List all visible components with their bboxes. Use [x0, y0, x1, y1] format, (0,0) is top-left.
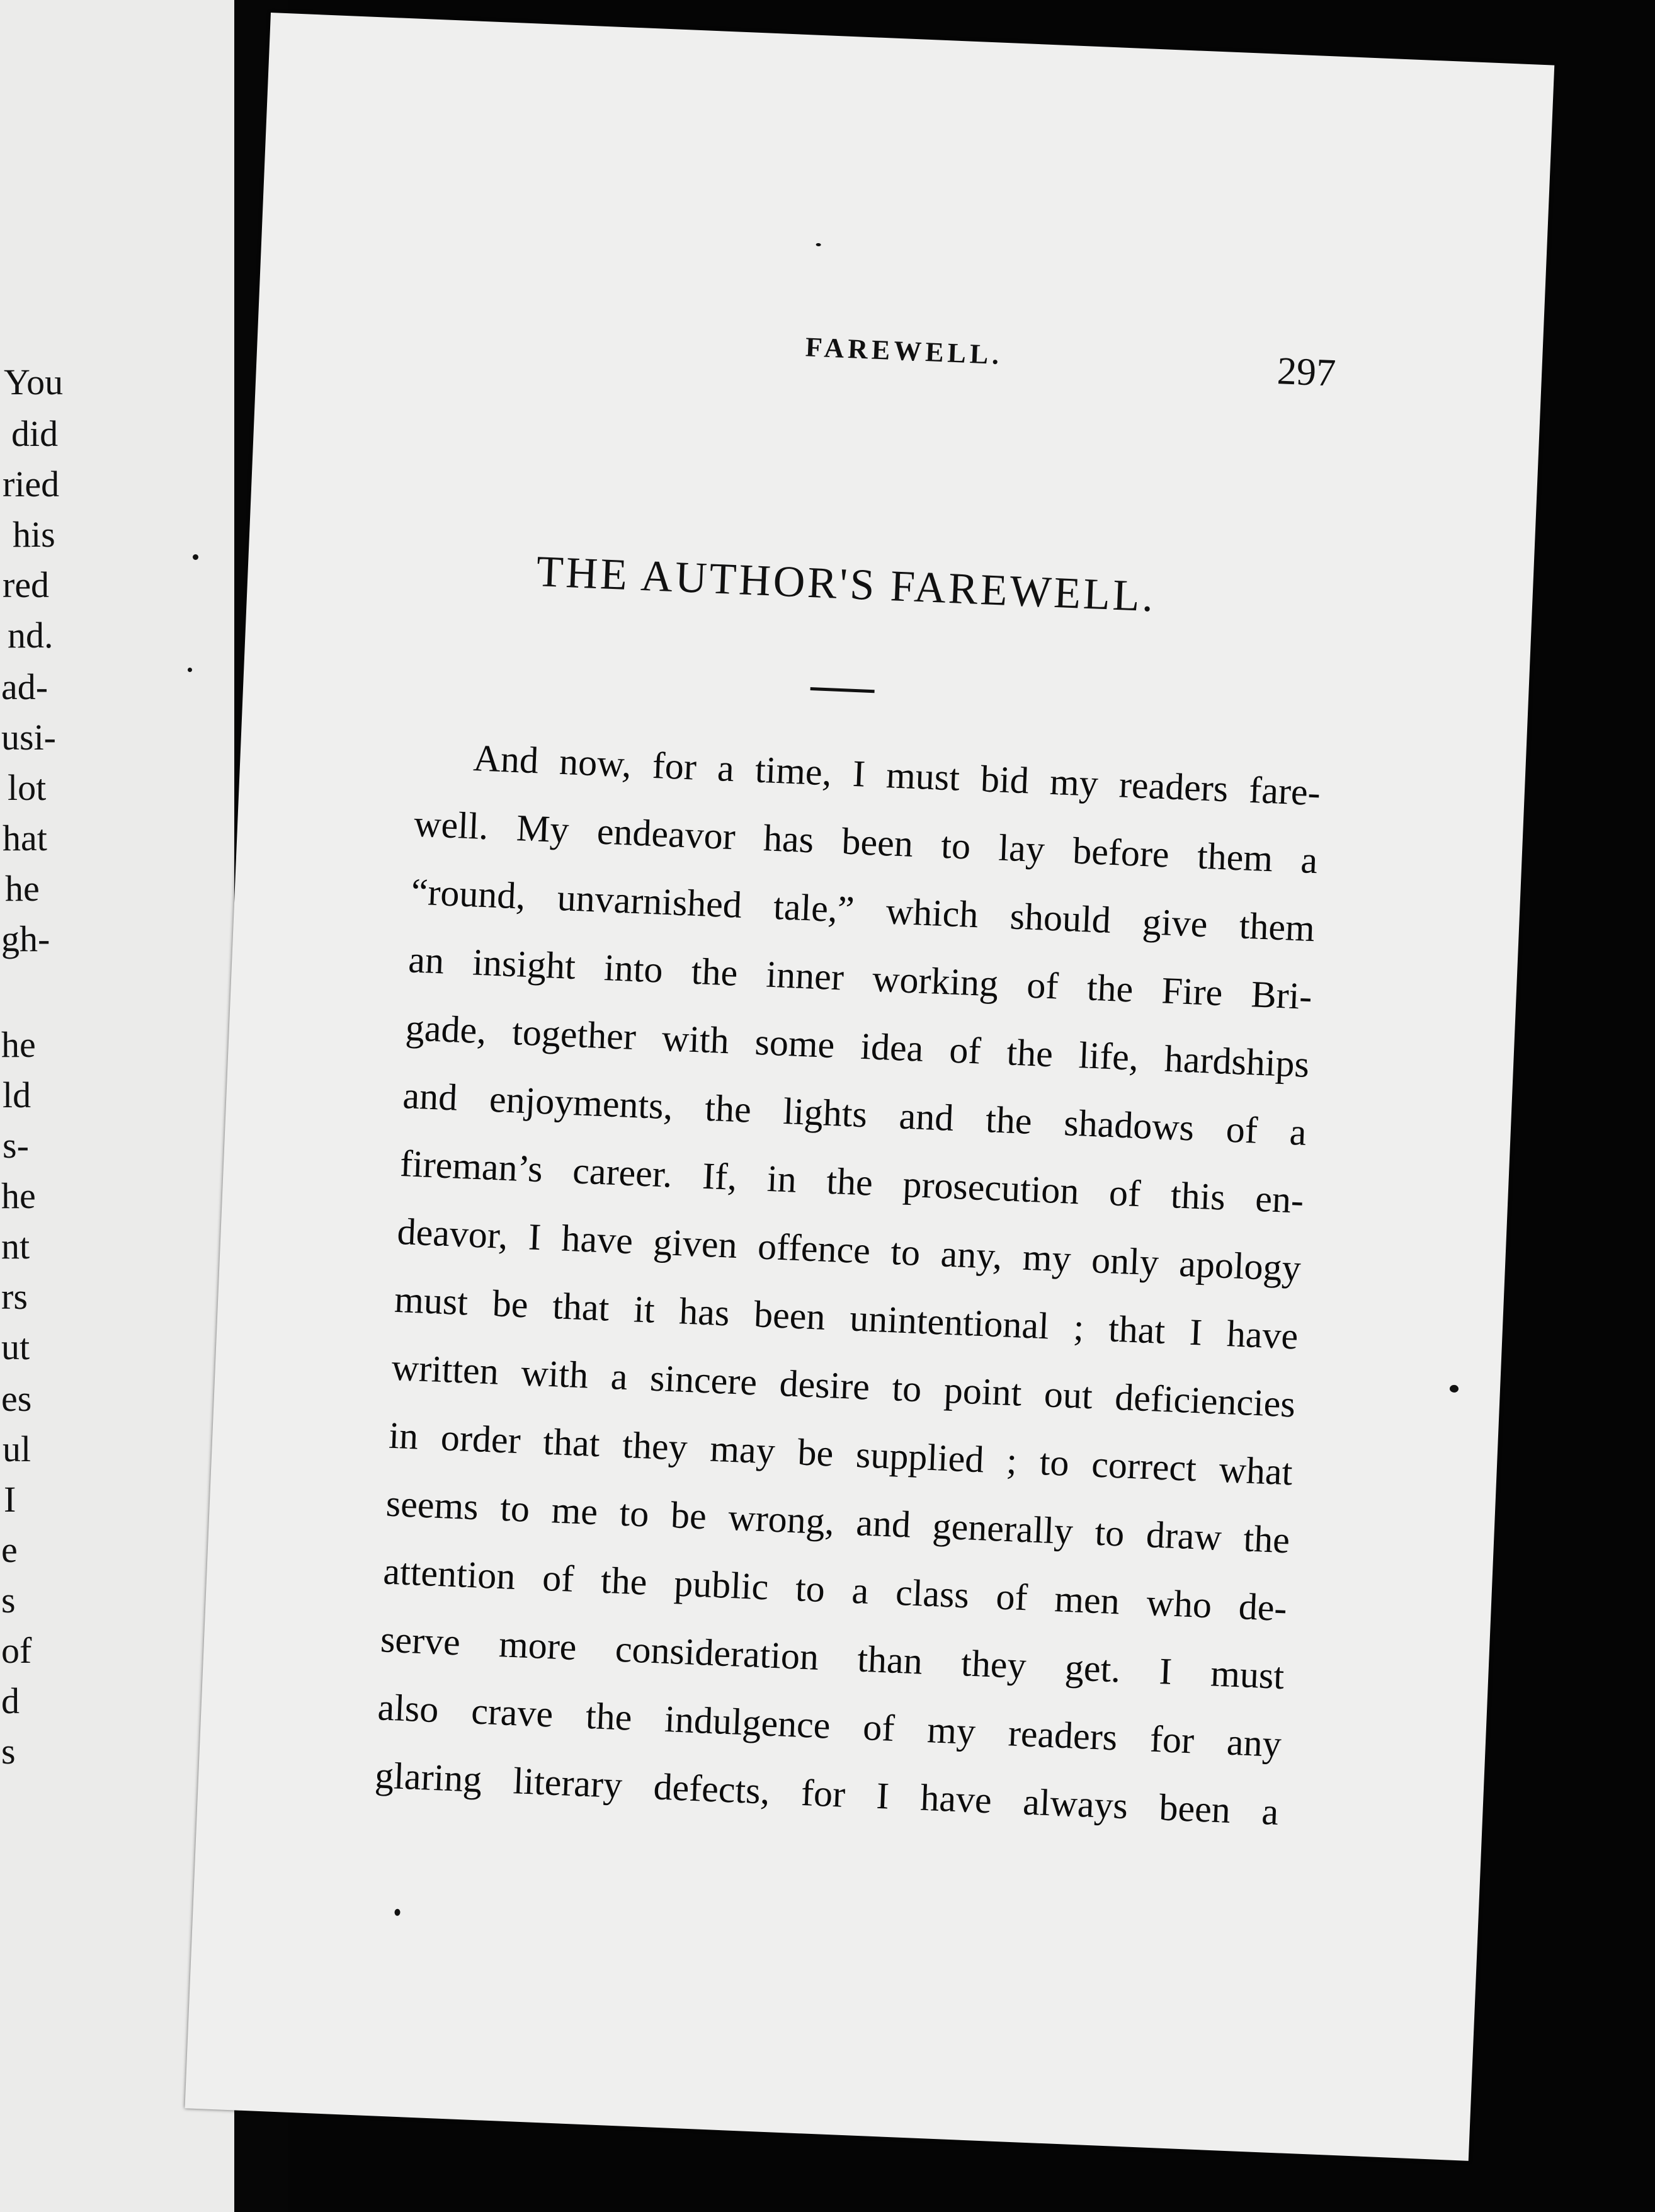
- left-page-line: e: [1, 1529, 18, 1570]
- body-line: glaring literary defects, for I have always been a: [374, 1754, 1280, 1833]
- left-page-line: s-: [3, 1125, 29, 1166]
- body-line: an insight into the inner working of the Fire Bri-: [407, 938, 1313, 1018]
- chapter-title: THE AUTHOR'S FAREWELL.: [535, 547, 1157, 622]
- ink-speck: [394, 1909, 400, 1916]
- ink-speck: [1450, 1385, 1459, 1393]
- body-line: fireman’s career. If, in the prosecution of this en-: [399, 1142, 1305, 1221]
- left-page-line: he: [1, 1024, 36, 1065]
- body-line: And now, for a time, I must bid my readers fare-: [472, 737, 1321, 814]
- ink-speck: [193, 554, 198, 560]
- left-page-line: usi-: [1, 717, 56, 758]
- ink-speck: [188, 668, 192, 672]
- left-page-line: ut: [1, 1326, 30, 1367]
- left-page-line: You: [4, 362, 64, 402]
- body-text: [373, 722, 1322, 1846]
- left-page-line: ul: [3, 1428, 31, 1469]
- body-line: must be that it has been unintentional ; that I have: [394, 1278, 1299, 1357]
- left-page-line: es: [1, 1378, 32, 1419]
- body-line: and enjoyments, the lights and the shadows of a: [402, 1075, 1307, 1153]
- left-page-line: his: [13, 514, 55, 555]
- ink-speck: [816, 243, 821, 246]
- running-head: FAREWELL.: [804, 331, 1004, 371]
- body-line: attention of the public to a class of men who de-: [382, 1550, 1288, 1629]
- left-page-line: hat: [3, 818, 47, 858]
- left-page-line: s: [1, 1580, 16, 1621]
- left-page-line: of: [1, 1630, 32, 1671]
- left-page-line: rs: [1, 1276, 28, 1317]
- left-page-line: he: [1, 1175, 36, 1216]
- left-page-line: ad-: [1, 666, 48, 707]
- body-line: “round, unvarnished tale,” which should give them: [410, 870, 1316, 950]
- body-line: in order that they may be supplied ; to correct what: [388, 1414, 1294, 1493]
- body-line: deavor, I have given offence to any, my only apology: [396, 1210, 1302, 1289]
- body-line: written with a sincere desire to point out deficiencies: [390, 1346, 1297, 1425]
- body-line: seems to me to be wrong, and generally to draw the: [385, 1482, 1291, 1561]
- left-page-line: ld: [3, 1075, 31, 1115]
- left-page-line: s: [1, 1731, 16, 1772]
- title-rule: [810, 687, 875, 693]
- left-page-line: ried: [3, 464, 60, 505]
- left-page-line: red: [3, 564, 50, 605]
- left-page-line: gh-: [1, 918, 50, 959]
- left-page-line: lot: [8, 767, 47, 808]
- left-page-line: nd.: [8, 615, 54, 656]
- left-page-line: nt: [1, 1226, 30, 1267]
- body-line: well. My endeavor has been to lay before them a: [413, 802, 1319, 882]
- left-page-line: I: [4, 1479, 16, 1520]
- left-page-line: did: [11, 413, 59, 454]
- body-line: serve more consideration than they get. I must: [379, 1618, 1285, 1697]
- page-number: 297: [1276, 350, 1337, 395]
- left-page-line: d: [1, 1680, 20, 1721]
- body-line: also crave the indulgence of my readers for any: [377, 1686, 1282, 1765]
- book-page: [185, 13, 1554, 2161]
- body-line: gade, together with some idea of the life, hardships: [404, 1006, 1311, 1085]
- left-page-line: he: [5, 868, 40, 909]
